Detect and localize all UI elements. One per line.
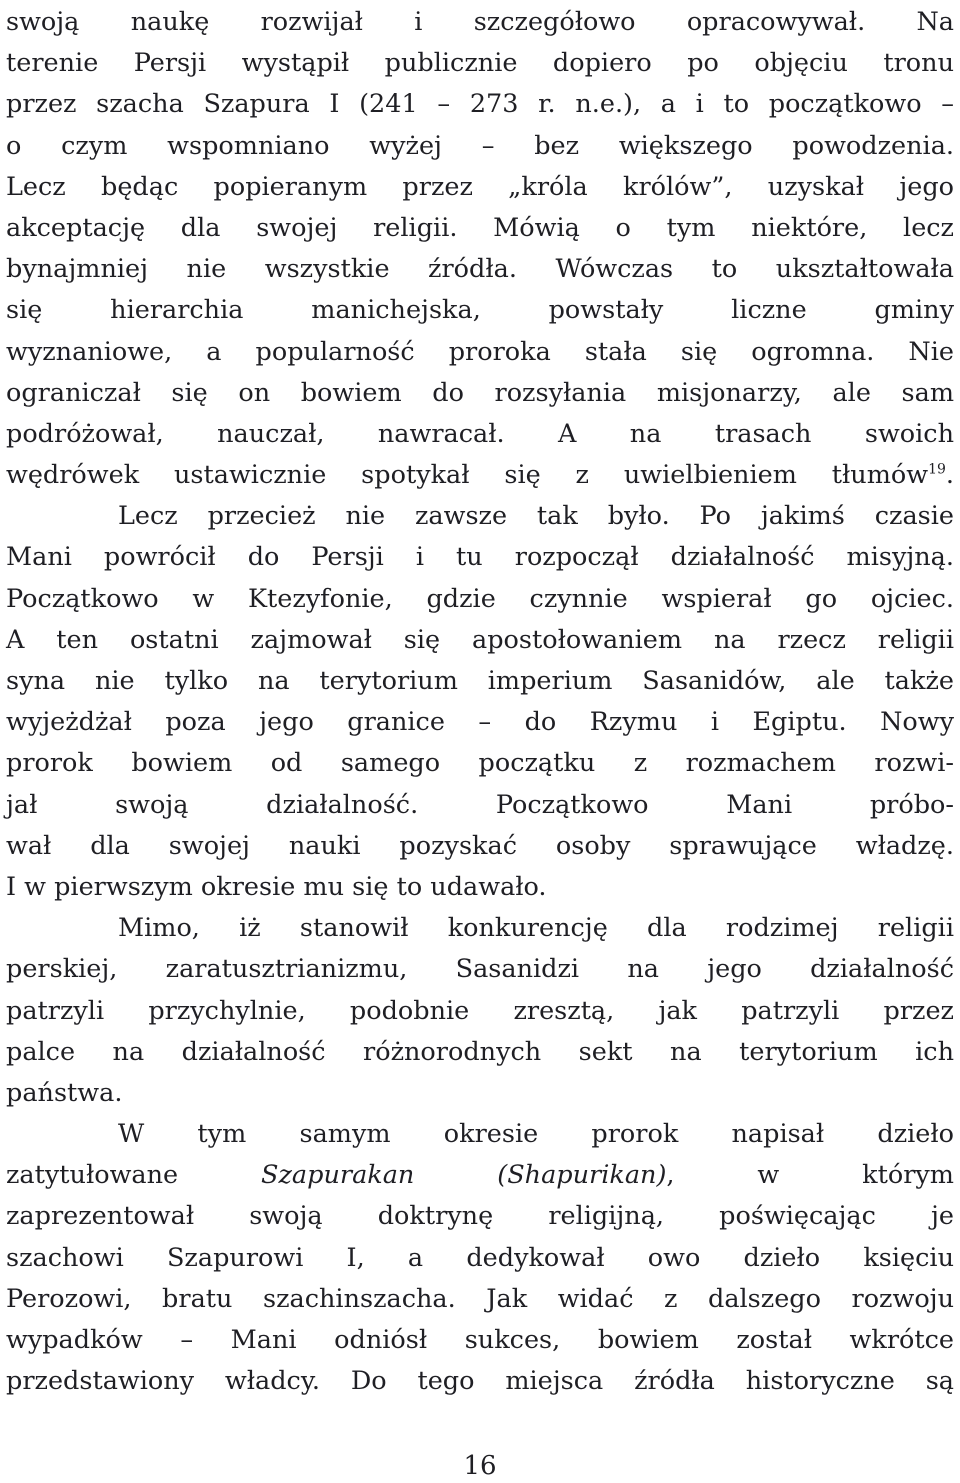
text-line-4: o czym wspomniano wyżej – bez większego powodzenia.: [6, 130, 954, 161]
text-line-23: Mimo, iż stanowił konkurencję dla rodzimej religii: [118, 913, 954, 944]
page-number: 16: [463, 1451, 497, 1481]
line-12-text: wędrówek ustawicznie spotykał się z uwielbieniem tłumów: [6, 460, 929, 491]
text-line-17: syna nie tylko na terytorium imperium Sasanidów, ale także: [6, 666, 954, 696]
text-line-26: palce na działalność różnorodnych sekt na terytorium ich: [6, 1036, 954, 1067]
text-line-34: przedstawiony władcy. Do tego miejsca źródła historyczne są: [6, 1366, 954, 1397]
text-line-13: Lecz przecież nie zawsze tak było. Po jakimś czasie: [118, 501, 954, 532]
text-line-3: przez szacha Szapura I (241 – 273 r. n.e.), a i to początkowo –: [6, 89, 954, 120]
text-line-29: [6, 1155, 954, 1196]
text-line-28: W tym samym okresie prorok napisał dzieło: [118, 1119, 954, 1150]
text-line-25: patrzyli przychylnie, podobnie zresztą, jak patrzyli przez: [6, 995, 954, 1026]
text-line-31: szachowi Szapurowi I, a dedykował owo dzieło księciu: [6, 1242, 954, 1273]
text-line-7: bynajmniej nie wszystkie źródła. Wówczas to ukształtowała: [6, 254, 954, 285]
text-line-24: perskiej, zaratusztrianizmu, Sasanidzi na jego działalność: [6, 954, 954, 985]
text-line-1: swoją naukę rozwijał i szczegółowo opracowywał. Na: [6, 7, 954, 37]
text-line-22: I w pierwszym okresie mu się to udawało.: [6, 871, 547, 902]
text-line-5: Lecz będąc popieranym przez „króla królów”, uzyskał jego: [6, 171, 954, 202]
text-line-15: Początkowo w Ktezyfonie, gdzie czynnie wspierał go ojciec.: [6, 583, 954, 614]
text-line-8: się hierarchia manichejska, powstały liczne gminy: [6, 295, 954, 326]
text-line-2: terenie Persji wystąpił publicznie dopiero po objęciu tronu: [6, 48, 954, 79]
text-line-19: prorok bowiem od samego początku z rozmachem rozwi-: [6, 748, 954, 779]
book-title: Szapurakan (Shapurikan): [261, 1160, 667, 1191]
text-line-20: jał swoją działalność. Początkowo Mani próbo-: [6, 789, 954, 820]
footnote-reference: 19: [928, 461, 946, 478]
text-line-12: [6, 455, 954, 496]
text-line-6: akceptację dla swojej religii. Mówią o tym niektóre, lecz: [6, 212, 954, 243]
text-line-9: wyznaniowe, a popularność proroka stała się ogromna. Nie: [6, 336, 954, 367]
line-29-text: zatytułowane: [6, 1160, 262, 1191]
text-line-21: wał dla swojej nauki pozyskać osoby sprawujące władzę.: [6, 830, 954, 861]
line-12-end: .: [945, 460, 954, 491]
text-line-32: Perozowi, bratu szachinszacha. Jak widać z dalszego rozwoju: [6, 1283, 954, 1314]
text-line-11: podróżował, nauczał, nawracał. A na trasach swoich: [6, 418, 954, 449]
page-body: [6, 0, 954, 1402]
text-line-18: wyjeżdżał poza jego granice – do Rzymu i Egiptu. Nowy: [6, 707, 954, 738]
text-line-27: państwa.: [6, 1077, 123, 1108]
text-line-10: ograniczał się on bowiem do rozsyłania misjonarzy, ale sam: [6, 377, 954, 408]
text-line-30: zaprezentował swoją doktrynę religijną, poświęcając je: [6, 1201, 954, 1232]
text-line-14: Mani powrócił do Persji i tu rozpoczął działalność misyjną.: [6, 542, 954, 573]
text-line-33: wypadków – Mani odniósł sukces, bowiem został wkrótce: [6, 1325, 954, 1355]
line-29-end: , w którym: [666, 1160, 954, 1191]
text-line-16: A ten ostatni zajmował się apostołowaniem na rzecz religii: [6, 624, 954, 655]
